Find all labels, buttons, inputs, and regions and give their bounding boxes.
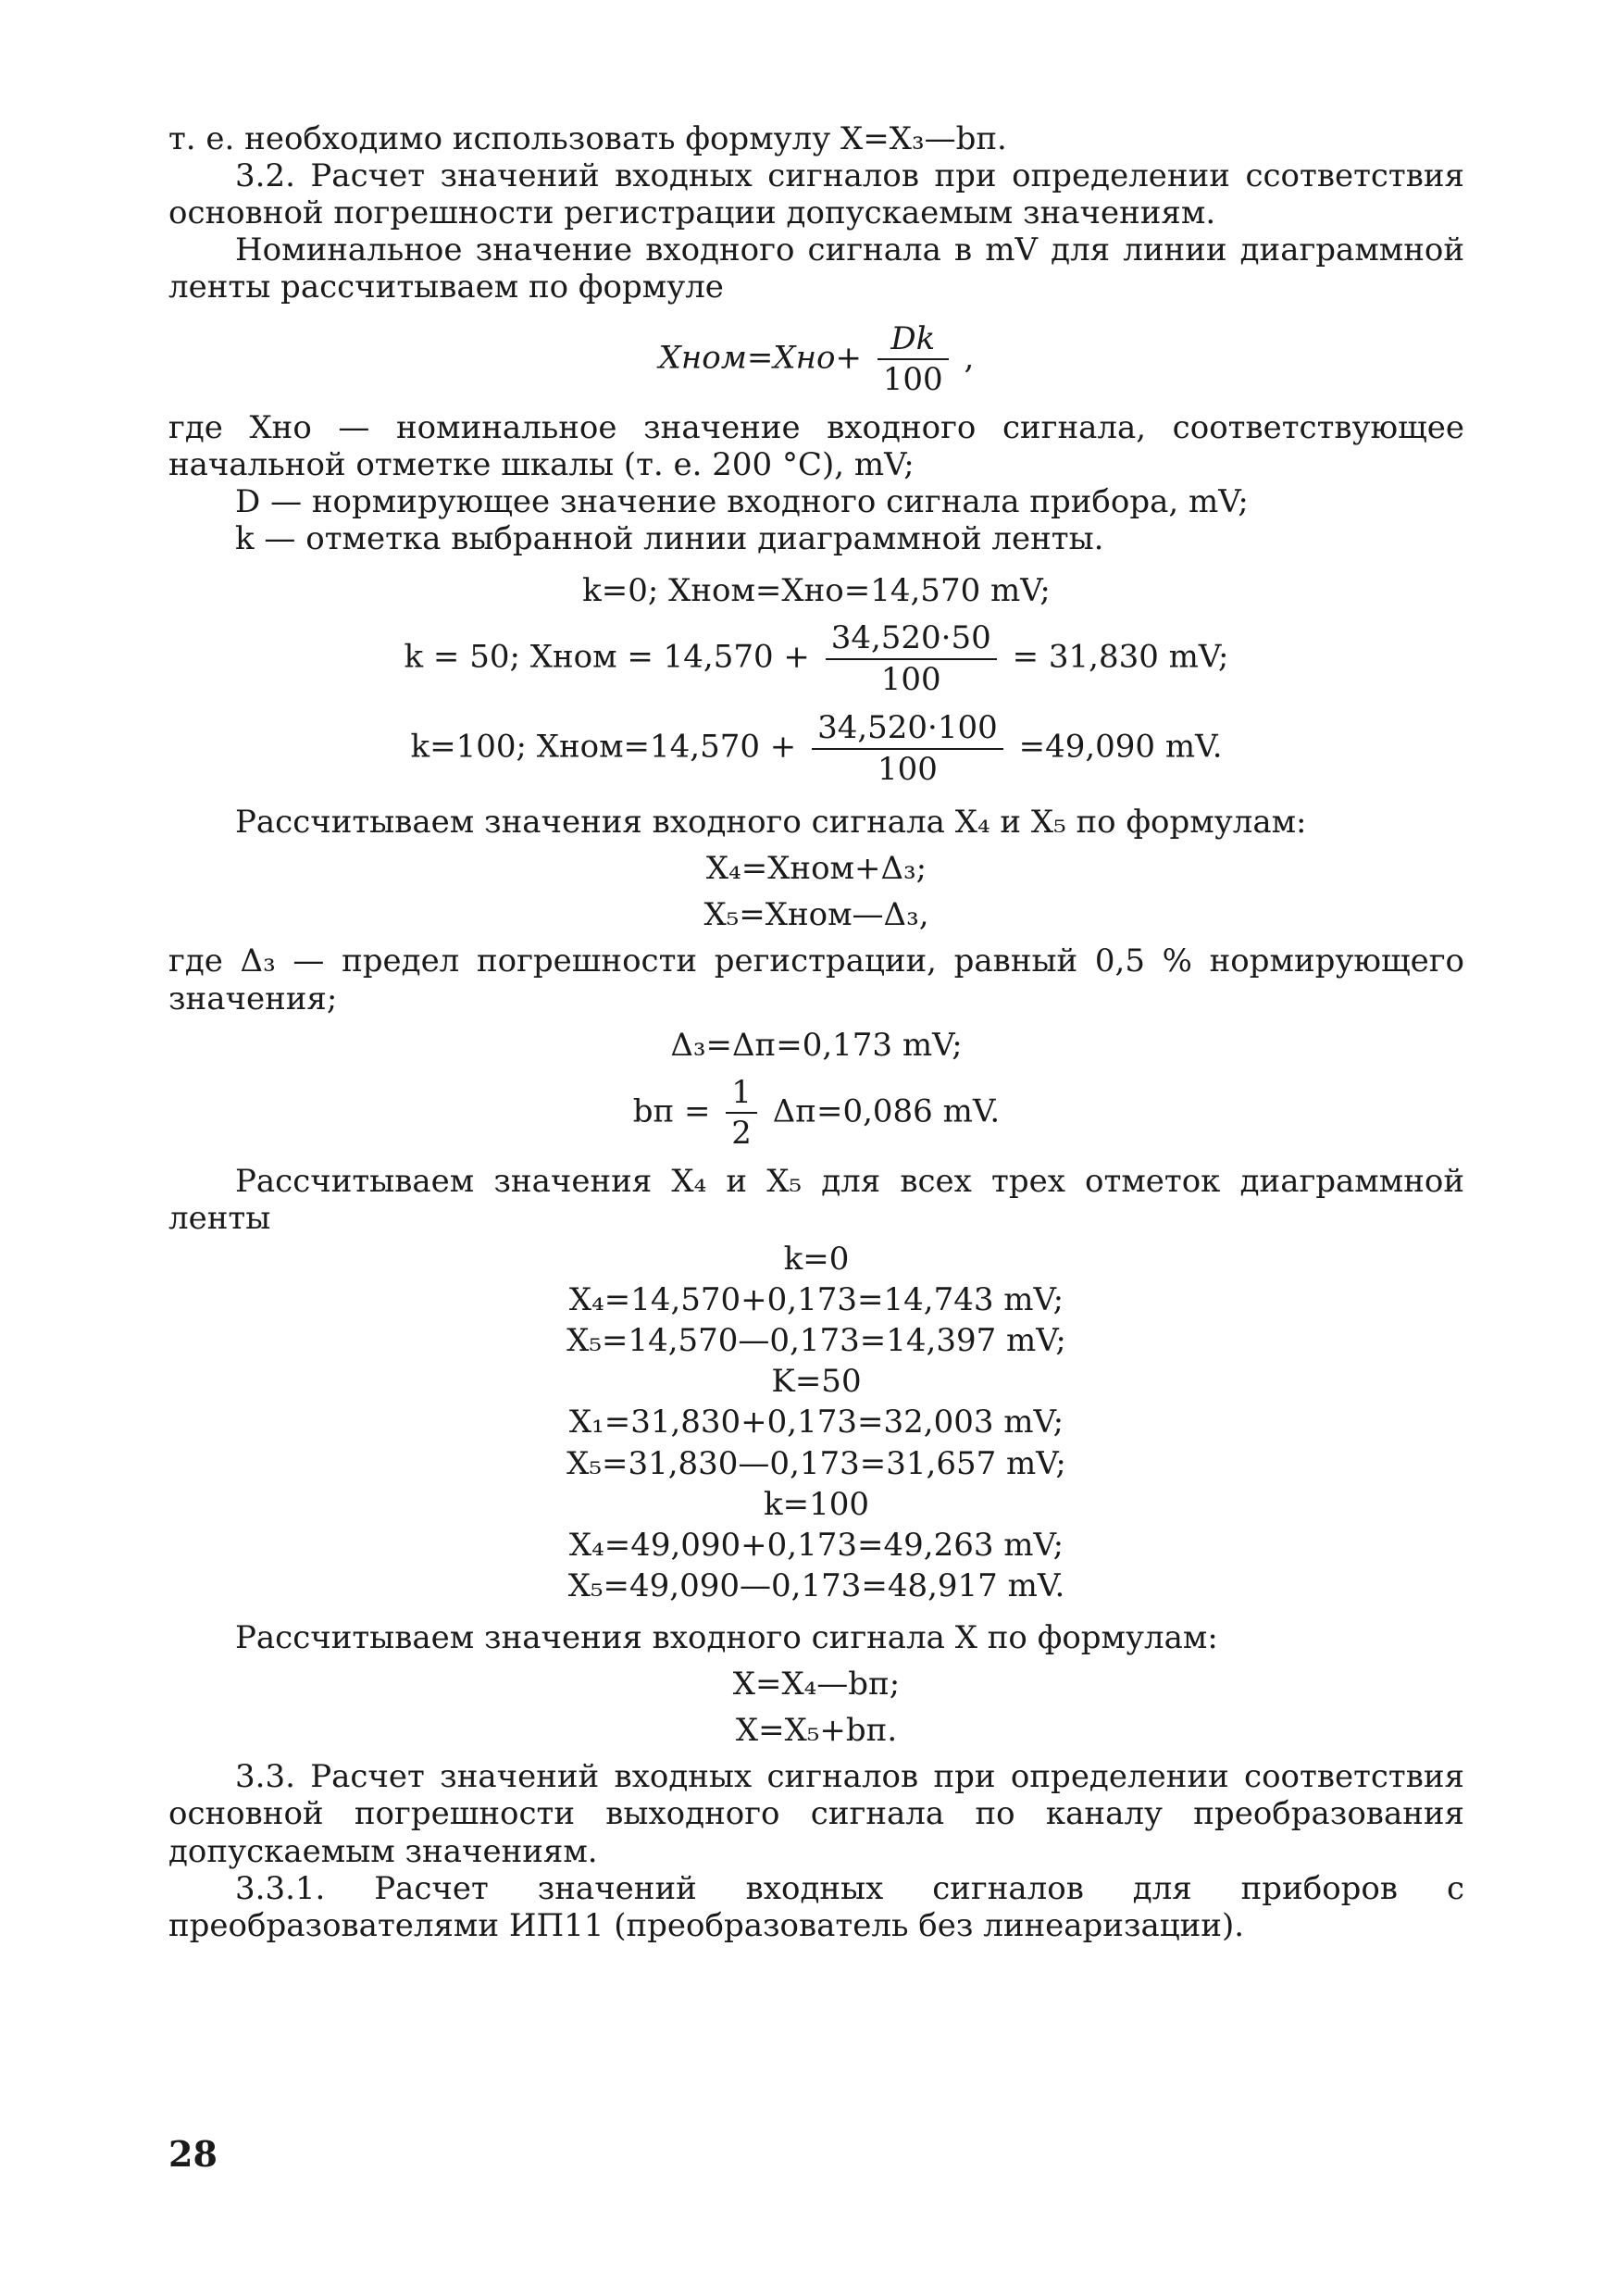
fraction bbox=[812, 708, 1003, 789]
fraction-numerator: 34,520·100 bbox=[817, 709, 998, 747]
mark-k0: k=0 bbox=[783, 1240, 850, 1278]
definition-xno: где Xно — номинальное значение входного сигнала, соответствующее начальной отметке шкалы (т. е. 200 °C), mV; bbox=[168, 408, 1464, 483]
definition-d: D — нормирующее значение входного сигнала прибора, mV; bbox=[235, 482, 1249, 520]
paragraph-3-2: 3.2. Расчет значений входных сигналов при определении ссответствия основной погрешности регистрации допускаемым значениям. bbox=[168, 157, 1464, 232]
paragraph-nominal: Номинальное значение входного сигнала в mV для линии диаграммной ленты рассчитываем по формуле bbox=[168, 231, 1464, 306]
fraction-denominator: 100 bbox=[826, 658, 997, 700]
fraction-denominator: 2 bbox=[726, 1112, 757, 1154]
equation-delta: Δ₃=Δп=0,173 mV; bbox=[670, 1026, 963, 1064]
equation-left: bп = bbox=[632, 1092, 711, 1130]
fraction-denominator: 100 bbox=[812, 748, 1003, 790]
mark-k50: K=50 bbox=[771, 1363, 862, 1401]
fraction-numerator: Dk bbox=[890, 319, 936, 357]
paragraph-x4-x5: Рассчитываем значения входного сигнала X₄ и X₅ по формулам: bbox=[235, 804, 1307, 842]
equation-right: =49,090 mV. bbox=[1018, 728, 1223, 766]
equation-x5-k0: X₅=14,570—0,173=14,397 mV; bbox=[566, 1322, 1066, 1360]
paragraph-x: Рассчитываем значения входного сигнала X по формулам: bbox=[235, 1618, 1218, 1656]
equation-x5: X₅=Xном—Δ₃, bbox=[703, 896, 929, 934]
definition-k: k — отметка выбранной линии диаграммной ленты. bbox=[235, 519, 1104, 557]
equation-right: = 31,830 mV; bbox=[1012, 638, 1229, 676]
paragraph-all-marks: Рассчитываем значения X₄ и X₅ для всех трех отметок диаграммной ленты bbox=[168, 1162, 1464, 1237]
equation-bp bbox=[168, 1073, 1464, 1154]
equation-x4-k100: X₄=49,090+0,173=49,263 mV; bbox=[568, 1526, 1064, 1564]
equation-left: k = 50; Xном = 14,570 + bbox=[404, 638, 810, 676]
equation-x4-k50: X₁=31,830+0,173=32,003 mV; bbox=[568, 1404, 1064, 1441]
equation-right: Δп=0,086 mV. bbox=[772, 1092, 1001, 1130]
fraction-denominator: 100 bbox=[877, 358, 949, 400]
text-line: т. е. необходимо использовать формулу X=X₃—bп. bbox=[168, 120, 1007, 157]
equation-k50 bbox=[168, 618, 1464, 699]
fraction bbox=[877, 319, 949, 400]
formula-tail: , bbox=[964, 339, 975, 377]
formula-xnom bbox=[168, 319, 1464, 400]
formula-left: Xном=Xно+ bbox=[658, 339, 862, 377]
equation-x5-k100: X₅=49,090—0,173=48,917 mV. bbox=[567, 1566, 1065, 1604]
paragraph-3-3: 3.3. Расчет значений входных сигналов при определении соответствия основной погрешности выходного сигнала по каналу преобразования допускаемым значениям. bbox=[168, 1758, 1464, 1870]
equation-x5-k50: X₅=31,830—0,173=31,657 mV; bbox=[566, 1444, 1066, 1482]
equation-x4-k0: X₄=14,570+0,173=14,743 mV; bbox=[568, 1281, 1064, 1319]
equation-left: k=100; Xном=14,570 + bbox=[410, 728, 797, 766]
equation-x4: X₄=Xном+Δ₃; bbox=[705, 850, 927, 888]
mark-k100: k=100 bbox=[764, 1485, 869, 1523]
equation-x-minus: X=X₄—bп; bbox=[732, 1666, 901, 1703]
fraction-numerator: 1 bbox=[731, 1073, 752, 1111]
equation-x-plus: X=X₅+bп. bbox=[735, 1712, 898, 1750]
paragraph-3-3-1: 3.3.1. Расчет значений входных сигналов для приборов с преобразователями ИП11 (преобразователь без линеаризации). bbox=[168, 1869, 1464, 1944]
page-number: 28 bbox=[168, 2133, 218, 2175]
definition-delta: где Δ₃ — предел погрешности регистрации, равный 0,5 % нормирующего значения; bbox=[168, 942, 1464, 1017]
fraction-numerator: 34,520·50 bbox=[830, 619, 991, 657]
equation-k0: k=0; Xном=Xно=14,570 mV; bbox=[582, 571, 1051, 609]
equation-k100 bbox=[168, 708, 1464, 789]
fraction bbox=[826, 618, 997, 699]
document-body bbox=[168, 120, 1464, 1944]
fraction bbox=[726, 1073, 757, 1154]
